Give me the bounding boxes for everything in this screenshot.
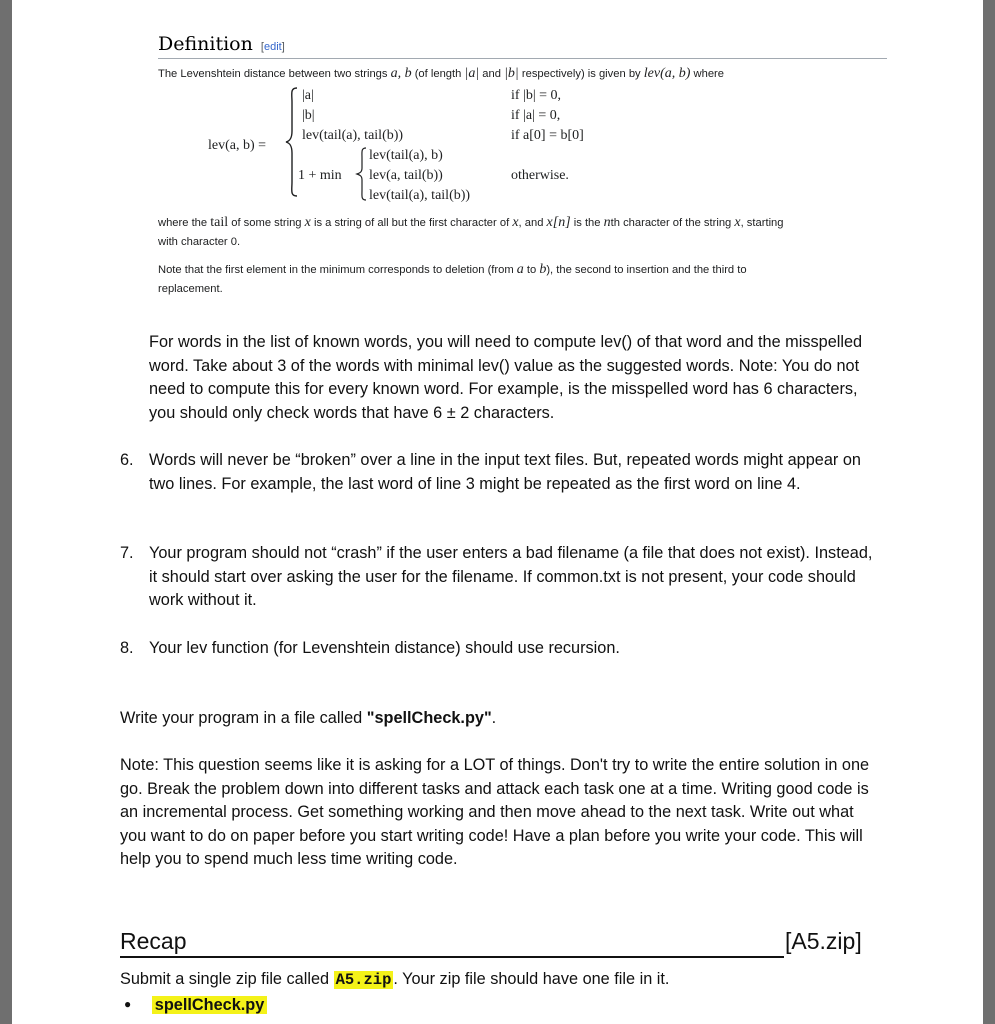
condition-3: if a[0] = b[0] [511,128,584,143]
item-text: Your program should not “crash” if the user enters a bad filename (a file that does not exist). Instead, it should start over asking the user for the filename. If common.txt is not present, your code should work without it. [149,544,873,609]
item-number: 6. [120,451,134,469]
min-term-1: lev(tail(a), b) [369,148,443,163]
condition-2: if |a| = 0, [511,108,561,123]
zip-filename: A5.zip [335,971,392,989]
item-text: Your lev function (for Levenshtein distance) should use recursion. [149,639,620,657]
heading-rule [158,58,887,59]
definition-intro: The Levenshtein distance between two strings a, b (of length |a| and |b| respectively) is given by lev(a, b) where [158,66,724,81]
min-term-2: lev(a, tail(b)) [369,168,443,183]
recap-bullet-item [124,993,267,1018]
edit-link[interactable]: edit [263,41,282,53]
case-1: |a| [302,88,314,103]
advice-note: Note: This question seems like it is asking for a LOT of things. Don't try to write the entire solution in one go. Break the problem down into different tasks and attack each task one at a time. Writing good code is an incremental process. Get something working and then move ahead to the next task. Write out what you want to do on paper before you start writing code! Have a plan before you write your code. This will help you to spend much less time writing code. [120,756,870,868]
bullet-icon: ● [124,997,132,1011]
condition-4: otherwise. [511,168,569,183]
formula-lhs: lev(a, b) = [208,138,267,153]
definition-heading: Definition [edit] [158,33,285,55]
one-plus-min: 1 + min [298,168,342,183]
where-text-line-1: where the tail of some string x is a string of all but the first character of x, and x[n] is the nth character of the string x, starting [158,215,784,230]
recap-tag: [A5.zip] [785,928,862,954]
case-2: |b| [302,108,315,123]
submit-line: Submit a single zip file called A5.zip . Your zip file should have one file in it. [120,970,670,989]
item-number: 7. [120,544,134,562]
item-number: 8. [120,639,134,657]
case-3: lev(tail(a), tail(b)) [302,128,404,143]
note-wiki-line-2: replacement. [158,283,223,295]
program-filename: "spellCheck.py" [366,709,492,727]
item-text: Words will never be “broken” over a line in the input text files. But, repeated words might appear on two lines. For example, the last word of line 3 might be repeated as the first word on line 4. [149,451,861,493]
recap-underline [120,956,784,958]
condition-1: if |b| = 0, [511,88,562,103]
write-program-line: Write your program in a file called "spellCheck.py". [120,709,497,727]
continuation-paragraph: For words in the list of known words, you will need to compute lev() of that word and the misspelled word. Take about 3 of the words with minimal lev() value as the suggested words. Note: You do not need to compute this for every known word. For example, is the misspelled word has 6 characters, you should only check words that have 6 ± 2 characters. [149,333,863,422]
note-wiki-line-1: Note that the first element in the minimum corresponds to deletion (from a to b), the second to insertion and the third to [158,262,747,277]
min-term-3: lev(tail(a), tail(b)) [369,188,471,203]
small-brace [354,146,368,202]
submit-file: spellCheck.py [152,996,268,1014]
recap-title: Recap [120,928,187,954]
document-page [12,0,983,1024]
where-text-line-2: with character 0. [158,236,241,248]
